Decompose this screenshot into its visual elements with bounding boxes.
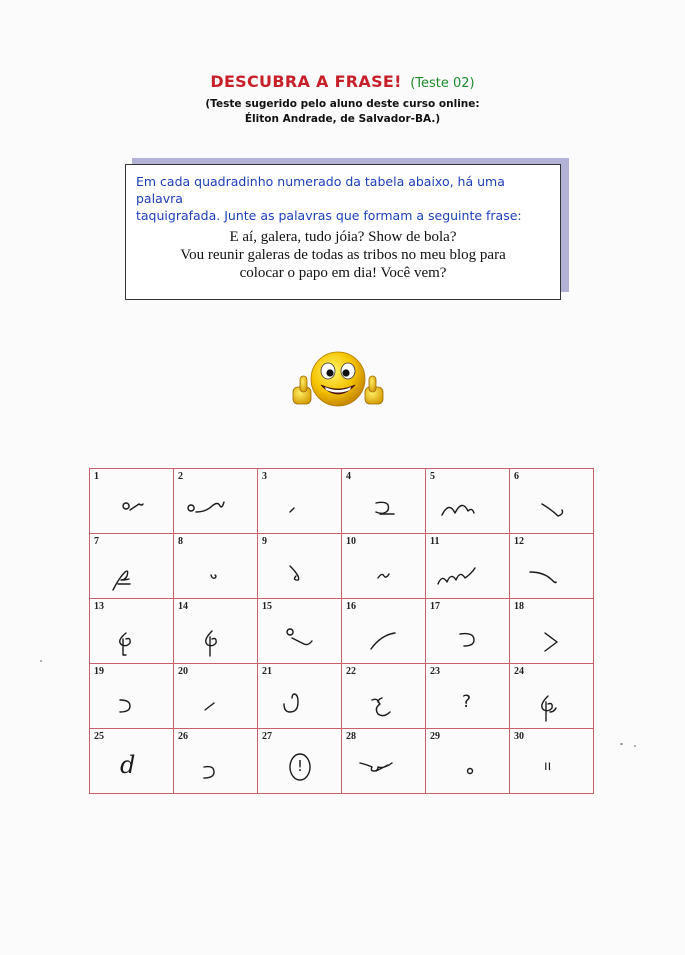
shorthand-glyph [258,534,341,598]
shorthand-glyph [342,729,425,793]
grid-cell [426,599,510,664]
cell-number: 14 [178,601,188,612]
cell-number: 17 [430,601,440,612]
cell-number: 29 [430,731,440,742]
shorthand-glyph [426,534,509,598]
cell-number: 4 [346,471,351,482]
shorthand-glyph [258,469,341,533]
cell-number: 11 [430,536,440,547]
shorthand-glyph [342,599,425,663]
cell-number: 10 [346,536,356,547]
grid-cell [426,469,510,534]
shorthand-glyph [90,599,173,663]
shorthand-glyph [510,599,593,663]
paper-speck [620,743,623,745]
shorthand-glyph [426,469,509,533]
credit-note [0,97,685,127]
shorthand-glyph [342,534,425,598]
cell-number: 21 [262,666,272,677]
shorthand-glyph [258,664,341,728]
cell-number: 30 [514,731,524,742]
cell-number: 25 [94,731,104,742]
grid-cell [510,729,594,794]
glyph-character: ! [297,757,304,775]
grid-cell [342,729,426,794]
shorthand-glyph [174,664,257,728]
shorthand-glyph [426,599,509,663]
cell-number: 1 [94,471,99,482]
paper-speck [634,745,636,747]
grid-cell [174,729,258,794]
grid-cell [426,664,510,729]
shorthand-glyph [510,729,593,793]
grid-row [90,469,594,534]
instruction-line-1: Em cada quadradinho numerado da tabela abaixo, há uma palavra [136,174,505,206]
shorthand-glyph [174,534,257,598]
credit-line-1: (Teste sugerido pelo aluno deste curso online: [205,98,480,110]
shorthand-grid [89,468,594,794]
cell-number: 22 [346,666,356,677]
shorthand-glyph [342,664,425,728]
cell-number: 12 [514,536,524,547]
grid-cell [510,664,594,729]
grid-cell [174,469,258,534]
grid-row [90,729,594,794]
left-thumb [293,376,311,404]
cell-number: 7 [94,536,99,547]
instruction-box [125,164,561,300]
shorthand-glyph [510,469,593,533]
cell-number: 27 [262,731,272,742]
grid-cell [90,469,174,534]
grid-cell [426,534,510,599]
cell-number: 26 [178,731,188,742]
grid-cell [90,729,174,794]
grid-cell [258,599,342,664]
shorthand-glyph [342,469,425,533]
title-line [0,72,685,92]
shorthand-glyph [426,729,509,793]
grid-cell [90,664,174,729]
shorthand-glyph [174,469,257,533]
grid-cell [510,469,594,534]
grid-cell [342,664,426,729]
grid-cell [342,469,426,534]
phrase-line-1: E aí, galera, tudo jóia? Show de bola? [229,229,457,245]
shorthand-glyph [258,599,341,663]
credit-line-2: Éliton Andrade, de Salvador-BA.) [244,113,441,125]
phrase-line-2: Vou reunir galeras de todas as tribos no meu blog para [180,247,506,263]
shorthand-glyph [174,599,257,663]
grid-cell [90,599,174,664]
cell-number: 3 [262,471,267,482]
thumbs-up-smiley-icon [290,343,386,415]
cell-number: 20 [178,666,188,677]
cell-number: 23 [430,666,440,677]
shorthand-glyph [90,469,173,533]
cell-number: 13 [94,601,104,612]
shorthand-glyph [90,664,173,728]
grid-cell [90,534,174,599]
shorthand-glyph [174,729,257,793]
grid-cell [342,599,426,664]
cell-number: 6 [514,471,519,482]
cell-number: 8 [178,536,183,547]
instruction-text [136,173,551,224]
grid-cell [174,534,258,599]
cell-number: 15 [262,601,272,612]
page-subtitle: (Teste 02) [410,76,475,91]
grid-row [90,664,594,729]
grid-cell [510,599,594,664]
shorthand-glyph [90,534,173,598]
grid-cell [174,599,258,664]
cell-number: 24 [514,666,524,677]
glyph-character: ıı [544,759,552,774]
grid-cell [510,534,594,599]
grid-cell [258,534,342,599]
grid-row [90,599,594,664]
glyph-character: ? [462,692,472,712]
grid-cell [342,534,426,599]
page-title: DESCUBRA A FRASE! [210,72,402,91]
cell-number: 5 [430,471,435,482]
cell-number: 2 [178,471,183,482]
shorthand-glyph [510,534,593,598]
grid-row [90,534,594,599]
glyph-character: d [120,751,136,779]
target-phrase [126,228,560,282]
cell-number: 18 [514,601,524,612]
grid-cell [174,664,258,729]
cell-number: 9 [262,536,267,547]
shorthand-glyph [510,664,593,728]
phrase-line-3: colocar o papo em dia! Você vem? [239,265,447,281]
grid-cell [258,729,342,794]
grid-cell [258,664,342,729]
grid-cell [258,469,342,534]
right-thumb [365,376,383,404]
paper-speck [40,660,42,662]
cell-number: 16 [346,601,356,612]
cell-number: 28 [346,731,356,742]
grid-cell [426,729,510,794]
cell-number: 19 [94,666,104,677]
instruction-line-2: taquigrafada. Junte as palavras que formam a seguinte frase: [136,208,522,223]
